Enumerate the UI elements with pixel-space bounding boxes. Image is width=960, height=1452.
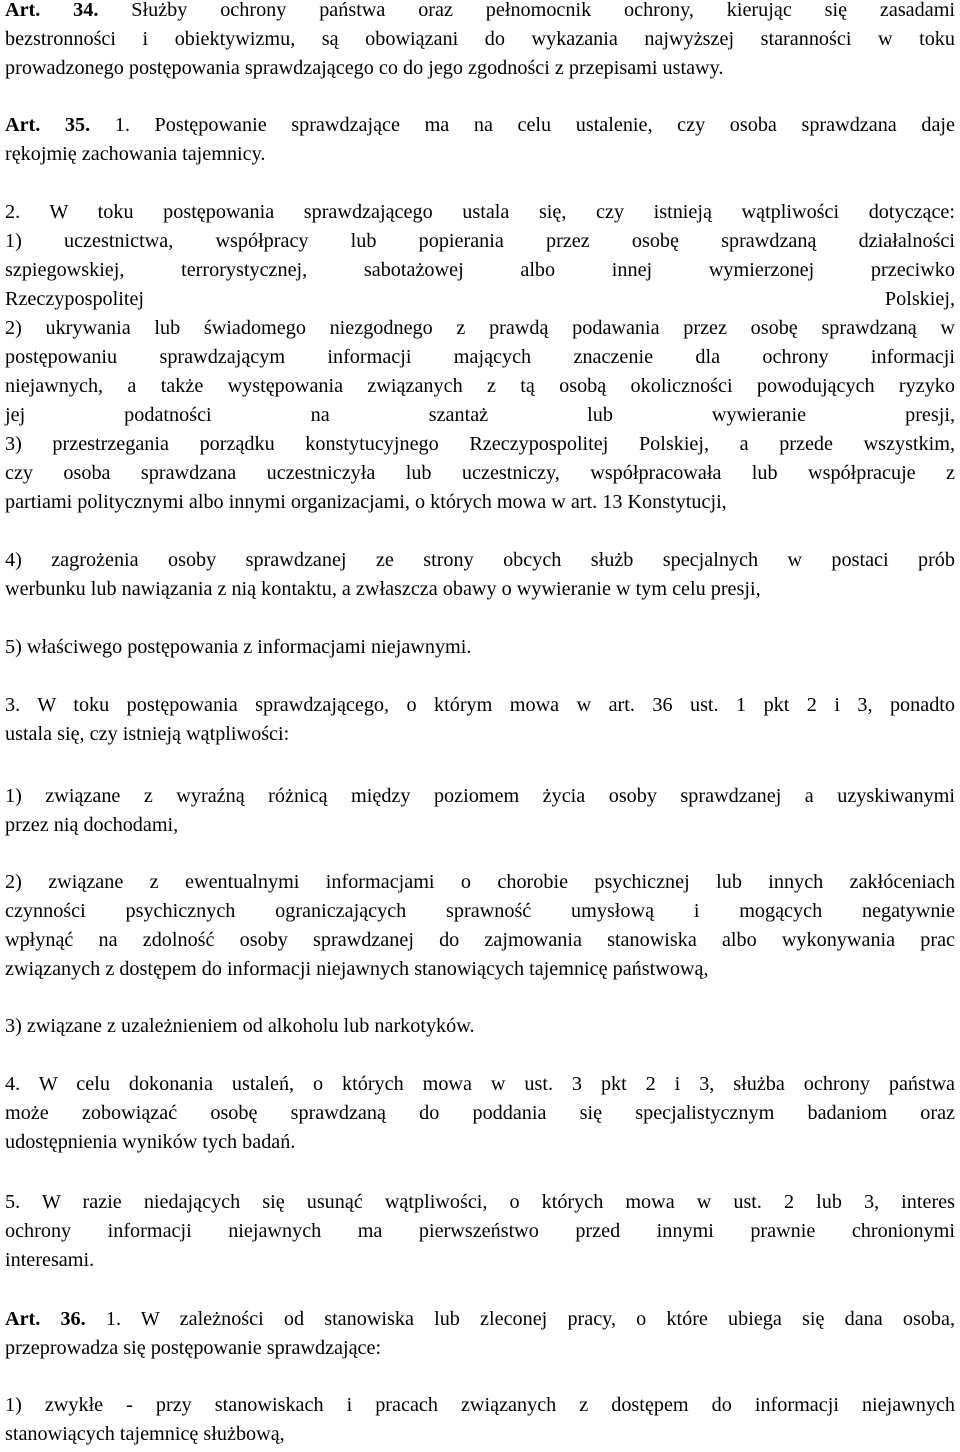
art35-ust4-line-2: może zobowiązać osobę sprawdzaną do poddania się specjalistycznym badaniom oraz <box>5 1102 955 1124</box>
art35-pkt5: 5) właściwego postępowania z informacjami niejawnymi. <box>5 636 472 658</box>
art35-ust5-line-1: 5. W razie niedających się usunąć wątpliwości, o których mowa w ust. 2 lub 3, interes <box>5 1191 955 1213</box>
art35-ust2-line-7: niejawnych, a także występowania związanych z tą osobą okoliczności powodujących ryzyko <box>5 375 955 397</box>
art35-ust2-line-8: jej podatności na szantaż lub wywieranie presji, <box>5 404 955 426</box>
art35-ust2-line-4: Rzeczypospolitej Polskiej, <box>5 288 955 310</box>
art35-ust3-pkt1-line-1: 1) związane z wyraźną różnicą między poziomem życia osoby sprawdzanej a uzyskiwanymi <box>5 785 955 807</box>
art36-pkt1-line-2: stanowiących tajemnicę służbową, <box>5 1423 285 1445</box>
art35-ust3-pkt3: 3) związane z uzależnieniem od alkoholu lub narkotyków. <box>5 1015 475 1037</box>
art35-ust3-line-2: ustala się, czy istnieją wątpliwości: <box>5 723 290 745</box>
art35-ust2-line-3: szpiegowskiej, terrorystycznej, sabotażowej albo innej wymierzonej przeciwko <box>5 259 955 281</box>
art35-ust2-line-9: 3) przestrzegania porządku konstytucyjnego Rzeczypospolitej Polskiej, a przede wszystkim, <box>5 433 955 455</box>
art36-pkt1-line-1: 1) zwykłe - przy stanowiskach i pracach związanych z dostępem do informacji niejawnych <box>5 1394 955 1416</box>
art35-pkt4-line-2: werbunku lub nawiązania z nią kontaktu, a zwłaszcza obawy o wywieranie w tym celu presji, <box>5 578 761 600</box>
art36-number: Art. 36. <box>5 1308 86 1330</box>
art35-ust2-line-11: partiami politycznymi albo innymi organizacjami, o których mowa w art. 13 Konstytucji, <box>5 491 727 513</box>
art35-ust2-line-6: postępowaniu sprawdzającym informacji mających znaczenie dla ochrony informacji <box>5 346 955 368</box>
art35-ust4-line-3: udostępnienia wyników tych badań. <box>5 1131 296 1153</box>
art35-ust3-pkt2-line-4: związanych z dostępem do informacji niejawnych stanowiących tajemnicę państwową, <box>5 958 709 980</box>
art36-ust1-line-2: przeprowadza się postępowanie sprawdzające: <box>5 1337 382 1359</box>
art34-line-1: Art. 34. Służby ochrony państwa oraz pełnomocnik ochrony, kierując się zasadami <box>5 0 956 21</box>
art35-line-1: Art. 35. 1. Postępowanie sprawdzające ma na celu ustalenie, czy osoba sprawdzana daje <box>5 114 955 136</box>
art35-ust3-line-1: 3. W toku postępowania sprawdzającego, o którym mowa w art. 36 ust. 1 pkt 2 i 3, ponadto <box>5 694 955 716</box>
art34-number: Art. 34. <box>5 0 99 21</box>
art35-pkt4-line-1: 4) zagrożenia osoby sprawdzanej ze strony obcych służb specjalnych w postaci prób <box>5 549 955 571</box>
art35-ust5-line-2: ochrony informacji niejawnych ma pierwszeństwo przed innymi prawnie chronionymi <box>5 1220 955 1242</box>
art35-number: Art. 35. <box>5 114 91 136</box>
art35-ust2-line-10: czy osoba sprawdzana uczestniczyła lub uczestniczy, współpracowała lub współpracuje z <box>5 462 955 484</box>
art35-ust3-pkt2-line-1: 2) związane z ewentualnymi informacjami o chorobie psychicznej lub innych zakłóceniach <box>5 871 955 893</box>
art35-ust2-line-5: 2) ukrywania lub świadomego niezgodnego z prawdą podawania przez osobę sprawdzaną w <box>5 317 955 339</box>
art35-ust3-pkt2-line-3: wpłynąć na zdolność osoby sprawdzanej do zajmowania stanowiska albo wykonywania prac <box>5 929 955 951</box>
art35-ust3-pkt2-line-2: czynności psychicznych ograniczających sprawność umysłową i mogących negatywnie <box>5 900 955 922</box>
art35-ust3-pkt1-line-2: przez nią dochodami, <box>5 814 179 836</box>
art35-ust2-line-2: 1) uczestnictwa, współpracy lub popierania przez osobę sprawdzaną działalności <box>5 230 955 252</box>
art35-ust2-line-1: 2. W toku postępowania sprawdzającego ustala się, czy istnieją wątpliwości dotyczące: <box>5 201 955 223</box>
art35-ust4-line-1: 4. W celu dokonania ustaleń, o których mowa w ust. 3 pkt 2 i 3, służba ochrony państwa <box>5 1073 955 1095</box>
art34-line-2: bezstronności i obiektywizmu, są obowiązani do wykazania najwyższej staranności w toku <box>5 28 955 50</box>
art34-line-3: prowadzonego postępowania sprawdzającego co do jego zgodności z przepisami ustawy. <box>5 57 724 79</box>
art35-ust1-line-2: rękojmię zachowania tajemnicy. <box>5 143 266 165</box>
art35-ust5-line-3: interesami. <box>5 1249 95 1271</box>
art36-line-1: Art. 36. 1. W zależności od stanowiska lub zleconej pracy, o które ubiega się dana osoba, <box>5 1308 956 1330</box>
